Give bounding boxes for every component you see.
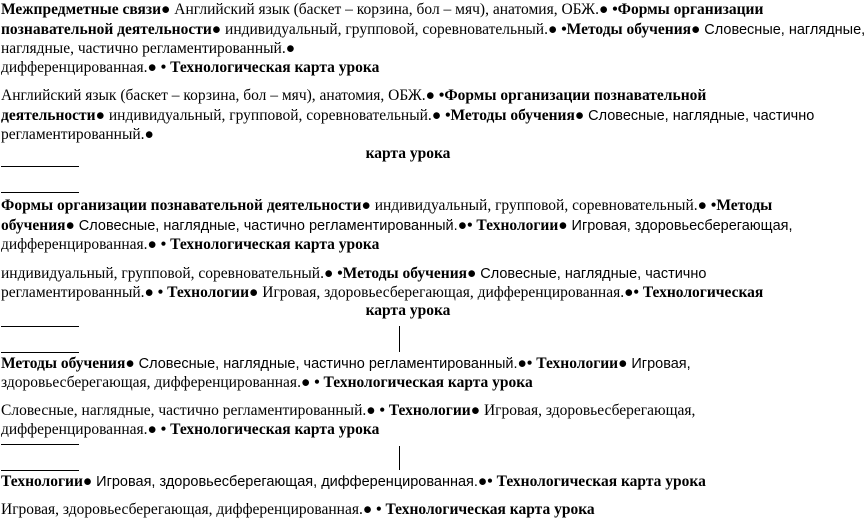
label-teaching: обучения [1,217,66,234]
label-technologies: Технологии [536,355,619,372]
doc-line-11 [1,264,706,284]
bullet-icon: • [526,355,533,372]
text-verbal: Словесные, наглядные, частично [588,108,815,124]
bullet-icon: ● [697,197,708,214]
label-technologies: Технологии [388,402,471,419]
doc-line-5 [1,86,706,105]
bullet-icon: • [561,21,567,38]
bullet-icon: ● [425,87,436,104]
separator-line [1,352,79,353]
bullet-icon: ● [65,217,75,234]
bullet-icon: • [157,284,164,301]
bullet-icon: ● [144,126,154,143]
bullet-icon: ● [431,107,442,124]
label-forms-cognitive: Формы организации познавательной [444,87,707,104]
label-cognitive: познавательной деятельности [1,21,212,38]
text-regulated: регламентированный. [1,126,145,143]
doc-line-6 [1,106,814,126]
separator-line [1,192,79,193]
label-methods: Методы обучения [450,107,575,124]
text-individual: индивидуальный, групповой, соревновательный. [225,21,548,38]
doc-line-17 [1,472,706,492]
label-technologies: Технологии [167,284,249,301]
label-tech-map: Технологическая карта урока [496,473,706,490]
label-interdisciplinary: Межпредметные связи [1,1,162,18]
label-technologies: Технологии [1,473,83,490]
label-tech-map: Технологическая карта урока [170,236,380,253]
text-english: Английский язык (баскет – корзина, бол – мяч), анатомия, ОБЖ. [1,87,426,104]
text-english: Английский язык (баскет – корзина, бол – мяч), анатомия, ОБЖ. [174,1,599,18]
bullet-icon: ● [249,284,259,301]
bullet-icon: • [438,87,445,104]
text-verbal-visual: Словесные, наглядные, частично регламентированный. [78,218,458,234]
label-tech-map: Технологическая карта урока [385,501,595,518]
doc-line-18 [1,500,595,519]
text-verbal-visual: Словесные, наглядные, частично регламентированный. [138,356,518,372]
bullet-icon: ● [211,21,222,38]
label-methods: Методы обучения [342,265,468,282]
bullet-icon: ● [574,107,585,124]
bullet-icon: ● [467,265,477,282]
bullet-icon: • [633,284,639,301]
bullet-icon: • [487,473,493,490]
text-verbal: Словесные, наглядные, [704,22,865,38]
doc-line-1 [1,0,763,19]
label-methods: Методы обучения [566,21,692,38]
bullet-icon: ● [517,355,527,372]
text-game: Игровая, здоровьесберегающая, [571,218,793,234]
text-regulated: регламентированный. [1,284,145,301]
label-forms-cognitive: Формы организации познавательной деятельности [1,197,362,214]
label-tech-map: Технологическая карта урока [170,421,380,438]
doc-line-13 [1,354,691,374]
text-individual: индивидуальный, групповой, соревновательный. [374,197,698,214]
label-activity: деятельности [1,107,96,124]
bullet-icon: ● [125,355,135,372]
bullet-icon: ● [300,374,311,391]
text-verbal-visual: Словесные, наглядные, частично регламентированный. [1,402,367,419]
centered-map-title: карта урока [365,145,451,162]
bullet-icon: ● [470,402,481,419]
bullet-icon: • [612,1,618,18]
label-methods-part: Методы [716,197,773,214]
label-tech-map: Технологическая карта урока [170,59,380,76]
bullet-icon: ● [457,217,468,234]
text-game: Игровая, здоровьесберегающая, [483,402,696,419]
doc-line-9 [1,216,793,236]
bullet-icon: ● [147,421,157,438]
bullet-icon: • [467,217,473,234]
text-health: здоровьесберегающая, дифференцированная. [1,374,301,391]
doc-line-15 [1,401,695,420]
doc-line-12 [1,283,763,302]
bullet-icon: ● [147,236,157,253]
bullet-icon: ● [285,40,296,57]
separator-line [1,326,79,327]
bullet-icon: ● [547,21,558,38]
bullet-icon: ● [598,1,609,18]
bullet-icon: • [337,265,343,282]
bullet-icon: ● [477,473,488,490]
bullet-icon: • [710,197,717,214]
text-game-full: Игровая, здоровьесберегающая, дифференцированная. [262,284,625,301]
doc-line-16 [1,420,379,439]
vertical-divider [399,326,400,352]
text-differentiated: дифференцированная. [1,421,148,438]
separator-line [1,470,79,471]
bullet-icon: • [160,59,167,76]
bullet-icon: ● [366,402,376,419]
doc-line-2 [1,20,865,40]
text-verbal: Словесные, наглядные, частично [480,266,707,282]
bullet-icon: ● [82,473,93,490]
text-game-full: Игровая, здоровьесберегающая, дифференцированная. [96,474,478,490]
doc-line-4 [1,58,379,77]
doc-line-14 [1,373,533,392]
bullet-icon: • [160,421,167,438]
doc-line-10 [1,235,379,254]
bullet-icon: ● [618,355,628,372]
label-methods: Методы обучения [1,355,126,372]
bullet-icon: ● [624,284,634,301]
doc-line-7 [1,125,154,144]
separator-line [1,444,79,445]
bullet-icon: • [445,107,451,124]
doc-line-3: наглядные, частично регламентированный.● [1,40,296,57]
bullet-icon: ● [361,197,371,214]
bullet-icon: ● [323,265,334,282]
text-differentiated: дифференцированная. [1,59,148,76]
label-forms: Формы организации [617,1,764,18]
bullet-icon: ● [362,501,373,518]
text-game-full: Игровая, здоровьесберегающая, дифференцированная. [1,501,363,518]
text-differentiated: дифференцированная. [1,236,148,253]
label-technological: Технологическая [642,284,764,301]
bullet-icon: ● [95,107,105,124]
bullet-icon: ● [691,21,701,38]
vertical-divider [399,446,400,470]
separator-line [1,166,79,167]
text-individual: индивидуальный, групповой, соревновательный. [1,265,324,282]
text-game: Игровая, [631,356,691,372]
text-individual: индивидуальный, групповой, соревновательный. [108,107,432,124]
bullet-icon: • [314,374,320,391]
bullet-icon: ● [147,59,157,76]
bullet-icon: • [160,236,167,253]
bullet-icon: ● [161,1,171,18]
bullet-icon: ● [558,217,568,234]
doc-line-8 [1,196,772,215]
bullet-icon: • [376,501,382,518]
label-tech-map: Технологическая карта урока [323,374,533,391]
label-technologies: Технологии [476,217,559,234]
bullet-icon: • [379,402,385,419]
bullet-icon: ● [144,284,154,301]
centered-map-title: карта урока [365,302,451,319]
